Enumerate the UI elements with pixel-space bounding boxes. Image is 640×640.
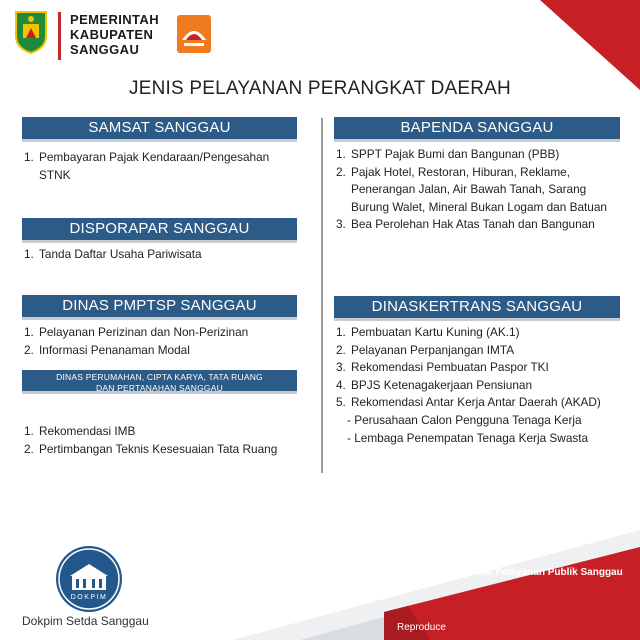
- source-text: Source: Mal Pelayanan Publik Sanggau: [436, 567, 623, 578]
- seal-label: DOKPIM: [70, 594, 108, 601]
- list-item: 1. Tanda Daftar Usaha Pariwisata: [24, 247, 202, 261]
- list-item: 1. Rekomendasi IMB: [24, 424, 136, 438]
- pmptsp-header: DINAS PMPTSP SANGGAU: [22, 295, 297, 320]
- list-item: Penerangan Jalan, Air Bawah Tanah, Sarang: [351, 182, 587, 197]
- list-item: 3. Rekomendasi Pembuatan Paspor TKI: [336, 360, 549, 375]
- perumahan-header-line-1: DINAS PERUMAHAN, CIPTA KARYA, TATA RUANG: [56, 372, 263, 382]
- list-item: 2. Pajak Hotel, Restoran, Hiburan, Reklame,: [336, 164, 570, 179]
- list-item: 4. BPJS Ketenagakerjaan Pensiunan: [336, 377, 533, 392]
- org-line-1: PEMERINTAH: [70, 12, 159, 27]
- org-line-2: KABUPATEN: [70, 27, 154, 42]
- sub-item: - Lembaga Penempatan Tenaga Kerja Swasta: [347, 430, 589, 445]
- dokpim-seal: [56, 546, 122, 612]
- bapenda-header: BAPENDA SANGGAU: [334, 117, 620, 142]
- list-item: 2. Informasi Penanaman Modal: [24, 342, 190, 357]
- reproduce-text: Reproduce: [397, 622, 446, 633]
- page-title: JENIS PELAYANAN PERANGKAT DAERAH: [129, 78, 511, 99]
- disporapar-header: DISPORAPAR SANGGAU: [22, 218, 297, 243]
- samsat-header: SAMSAT SANGGAU: [22, 117, 297, 142]
- perumahan-header-line-2: DAN PERTANAHAN SANGGAU: [96, 383, 223, 393]
- list-item: 3. Bea Perolehan Hak Atas Tanah dan Bangunan: [336, 217, 595, 232]
- list-item: 2. Pertimbangan Teknis Kesesuaian Tata Ruang: [24, 441, 278, 456]
- list-item: 1. Pelayanan Perizinan dan Non-Perizinan: [24, 325, 249, 339]
- list-item: 2. Pelayanan Perpanjangan IMTA: [336, 342, 515, 357]
- list-item: 1. SPPT Pajak Bumi dan Bangunan (PBB): [336, 147, 560, 161]
- list-item: STNK: [39, 167, 71, 182]
- sub-item: - Perusahaan Calon Pengguna Tenaga Kerja: [347, 412, 582, 427]
- dokpim-name: Dokpim Setda Sanggau: [22, 614, 149, 628]
- list-item: 5. Rekomendasi Antar Kerja Antar Daerah (AKAD): [336, 395, 601, 410]
- building-icon: [56, 546, 122, 612]
- list-item: 1. Pembuatan Kartu Kuning (AK.1): [336, 325, 520, 339]
- list-item: Burung Walet, Mineral Bukan Logam dan Batuan: [351, 199, 607, 214]
- org-line-3: SANGGAU: [70, 42, 140, 57]
- list-item: 1. Pembayaran Pajak Kendaraan/Pengesahan: [24, 150, 270, 164]
- dinaskertrans-header: DINASKERTRANS SANGGAU: [334, 296, 620, 321]
